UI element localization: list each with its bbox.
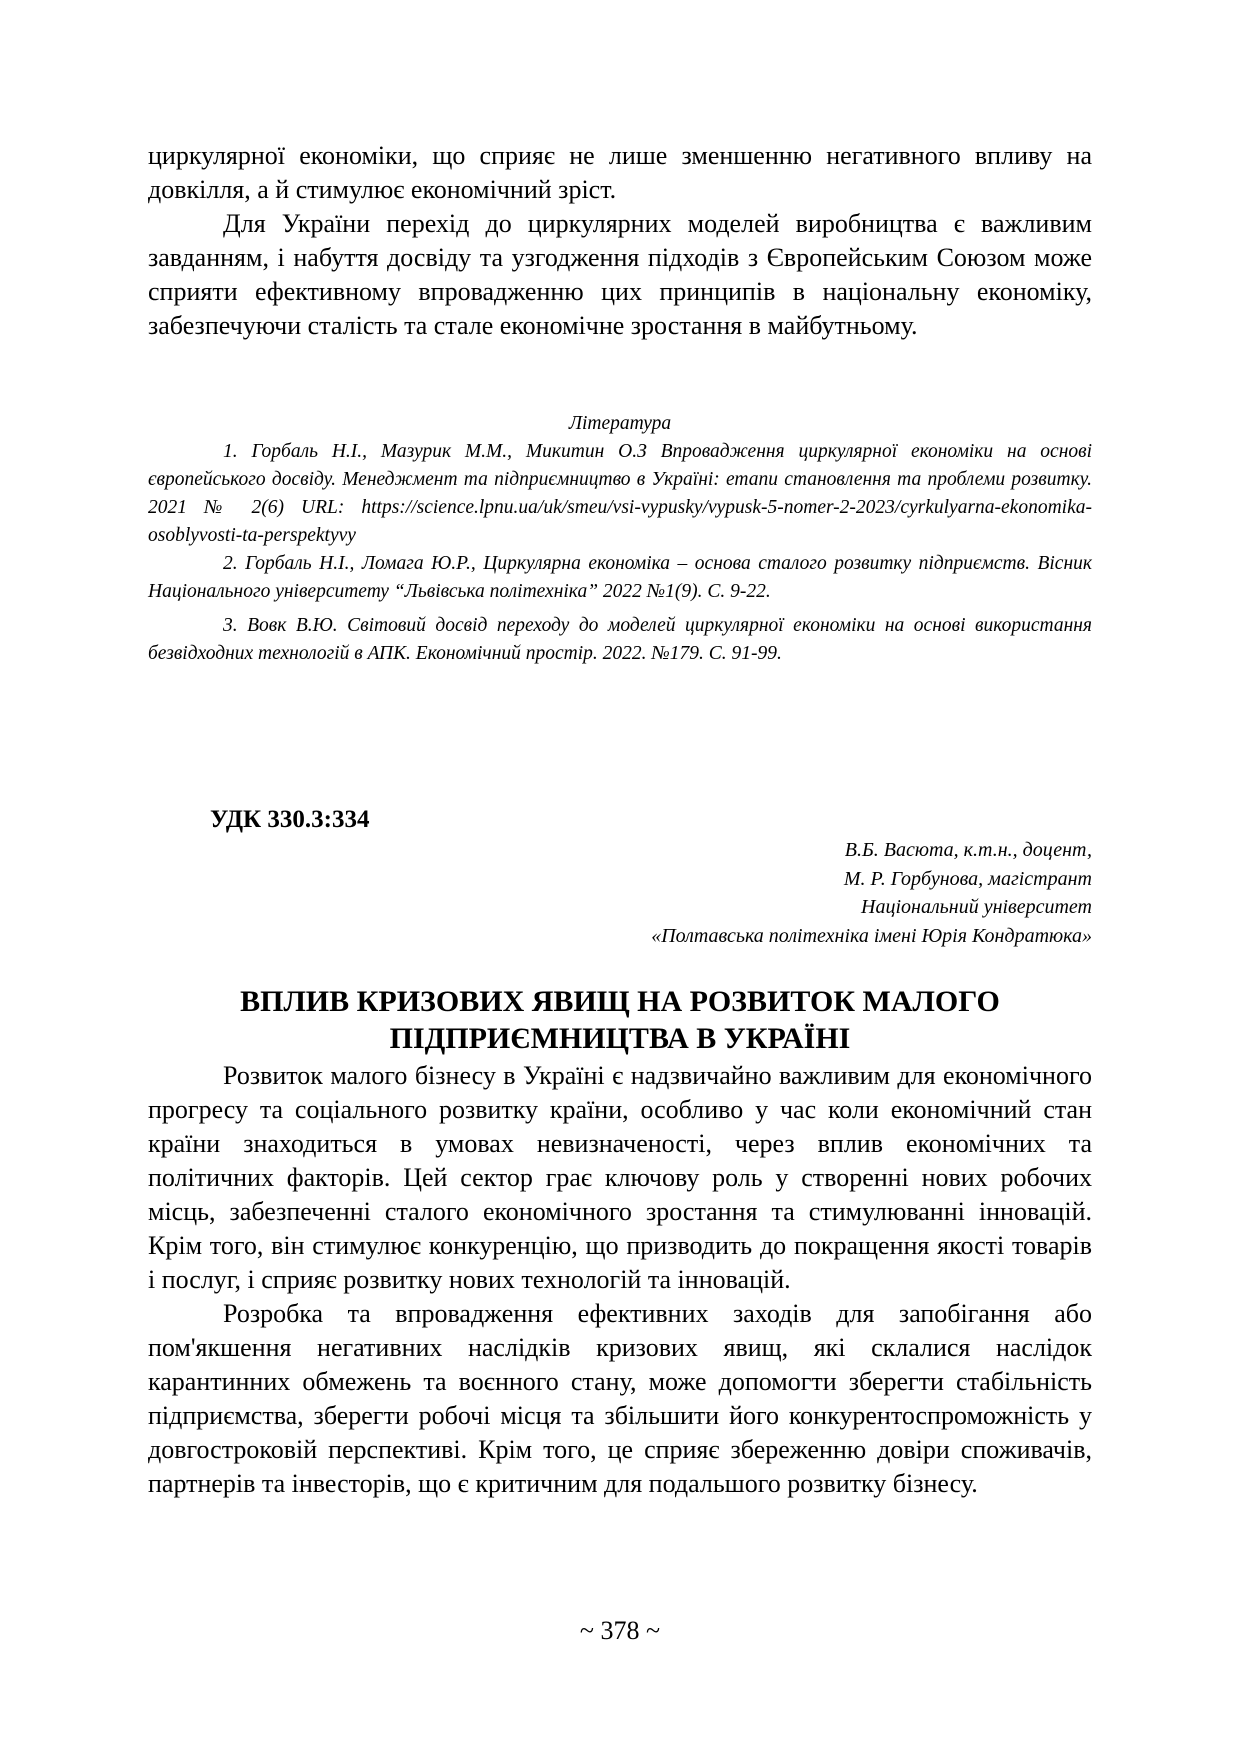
affiliation-line: «Полтавська політехніка імені Юрія Кондратюка»	[651, 924, 1092, 947]
article-title: ВПЛИВ КРИЗОВИХ ЯВИЩ НА РОЗВИТОК МАЛОГО ПІДПРИЄМНИЦТВА В УКРАЇНІ	[240, 985, 1000, 1055]
body-paragraph: Для України перехід до циркулярних моделей виробництва є важливим завданням, і набуття досвіду та узгодження підходів з Європейським Союзом може сприяти ефективному впровадженню цих принципів в національну економіку, забезпечуючи сталість та стале економічне зростання в майбутньому.	[148, 209, 1092, 340]
author-line: М. Р. Горбунова, магістрант	[843, 867, 1092, 890]
body-paragraph: Розробка та впровадження ефективних заходів для запобігання або пом'якшення негативних наслідків кризових явищ, які склалися наслідок карантинних обмежень та воєнного стану, може допомогти зберегти стабільність підприємства, зберегти робочі місця та збільшити його конкурентоспроможність у довгостроковій перспективі. Крім того, це сприяє збереженню довіри споживачів, партнерів та інвесторів, що є критичним для подальшого розвитку бізнесу.	[148, 1299, 1092, 1498]
references-heading: Література	[568, 413, 672, 434]
body-paragraph: циркулярної економіки, що сприяє не лише зменшенню негативного впливу на довкілля, а й стимулює економічний зріст.	[148, 141, 1092, 204]
previous-article-conclusion	[148, 139, 1092, 343]
body-paragraph: Розвиток малого бізнесу в Україні є надзвичайно важливим для економічного прогресу та соціального розвитку країни, особливо у час коли економічний стан країни знаходиться в умовах невизначеності, через вплив економічних та політичних факторів. Цей сектор грає ключову роль у створенні нових робочих місць, забезпеченні сталого економічного зростання та стимулюванні інновацій. Крім того, він стимулює конкуренцію, що призводить до покращення якості товарів і послуг, і сприяє розвитку нових технологій та інновацій.	[148, 1061, 1092, 1294]
references-section	[148, 410, 1092, 668]
reference-item: 3. Вовк В.Ю. Світовий досвід переходу до моделей циркулярної економіки на основі використання безвідходних технологій в АПК. Економічний простір. 2022. №179. С. 91-99.	[148, 615, 1092, 664]
reference-item: 1. Горбаль Н.І., Мазурик М.М., Микитин О.З Впровадження циркулярної економіки на основі європейського досвіду. Менеджмент та підприємництво в Україні: етапи становлення та проблеми розвитку. 2021 № 2(6) URL: https://science.lpnu.ua/uk/smeu/vsi-vypusky/vypusk-5-nomer-2-2023/cyrkulyarna-ekonomika-osoblyvosti-ta-perspektyvy	[148, 441, 1092, 546]
author-block	[651, 836, 1092, 950]
reference-item: 2. Горбаль Н.І., Ломага Ю.Р., Циркулярна економіка – основа сталого розвитку підприємств. Вісник Національного університету “Львівська політехніка” 2022 №1(9). С. 9-22.	[148, 553, 1092, 602]
page-number: ~ 378 ~	[579, 1616, 661, 1645]
author-line: В.Б. Васюта, к.т.н., доцент,	[844, 839, 1092, 861]
udc-code: УДК 330.3:334	[210, 806, 370, 833]
affiliation-line: Національний університет	[861, 896, 1092, 918]
article-body	[148, 1059, 1092, 1501]
